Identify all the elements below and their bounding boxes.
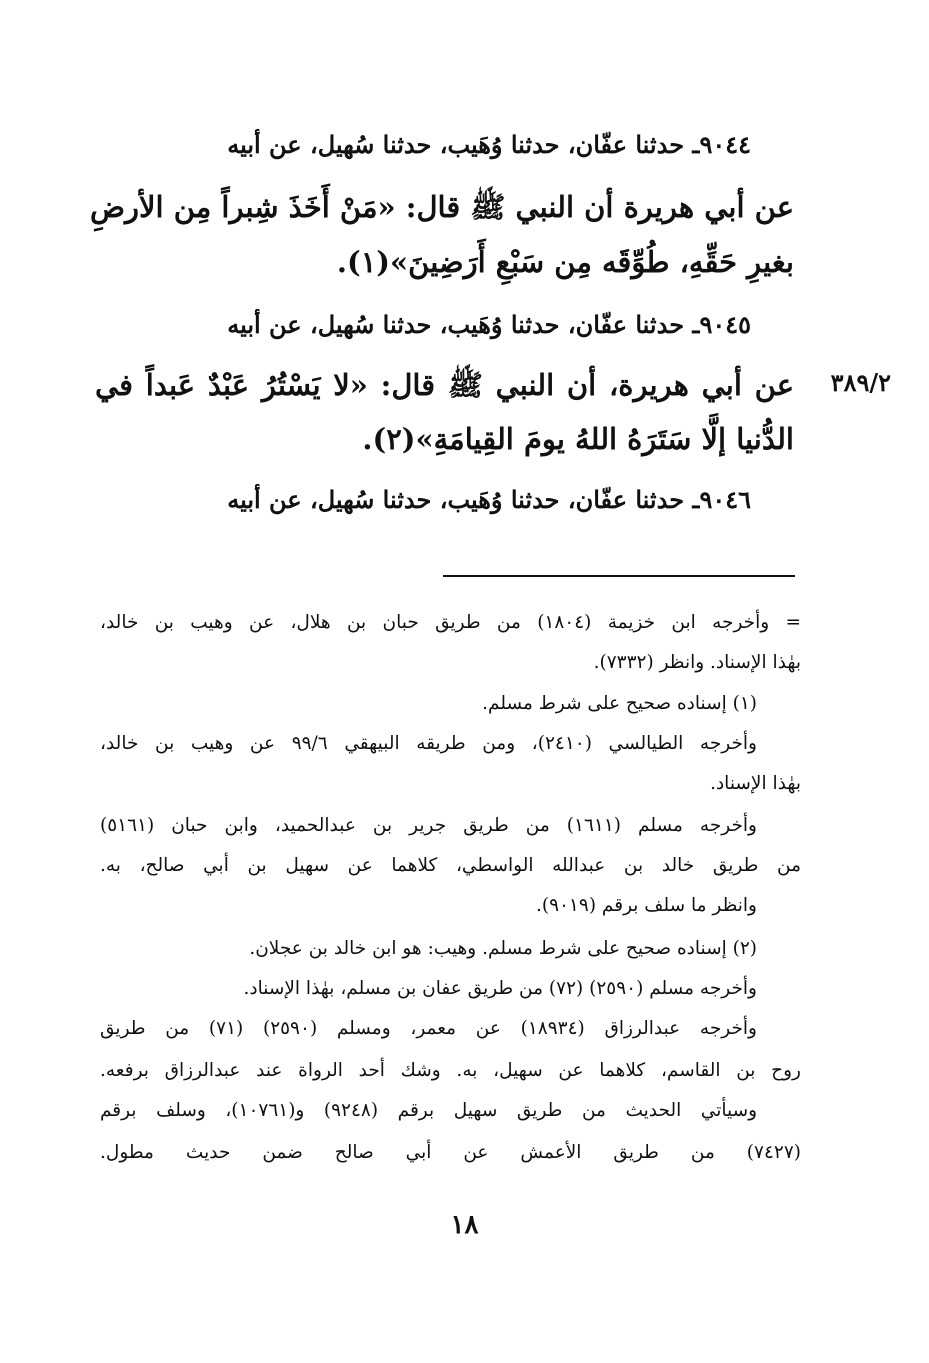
footnote-line: وأخرجه الطيالسي (٢٤١٠)، ومن طريقه البيهقي ٩٩/٦ عن وهيب بن خالد،: [100, 733, 757, 754]
footnote-line: بهٰذا الإسناد. وانظر (٧٣٣٢).: [593, 652, 801, 673]
footnote-line: (٧٤٢٧) من طريق الأعمش عن أبي صالح ضمن حديث مطول.: [100, 1142, 801, 1163]
hadith-9044-text-line-2: بغيرِ حَقِّهِ، طُوِّقَه مِن سَبْعِ أَرَضِينَ»(١).: [336, 245, 794, 279]
footnote-line: = وأخرجه ابن خزيمة (١٨٠٤) من طريق حبان بن هلال، عن وهيب بن خالد،: [100, 612, 801, 633]
hadith-9044-text-line-1: عن أبي هريرة أن النبي ﷺ قال: «مَنْ أَخَذَ شِبراً مِن الأرضِ: [89, 190, 794, 224]
hadith-9045-text-line-2: الدُّنيا إلَّا سَتَرَهُ اللهُ يومَ القِيامَةِ»(٢).: [362, 422, 794, 456]
footnote-line: وانظر ما سلف برقم (٩٠١٩).: [535, 895, 757, 916]
footnote-2-marker-line: (٢) إسناده صحيح على شرط مسلم. وهيب: هو ابن خالد بن عجلان.: [249, 938, 757, 959]
hadith-9046-heading: ٩٠٤٦ـ حدثنا عفّان، حدثنا وُهَيب، حدثنا سُهيل، عن أبيه: [227, 485, 751, 514]
footnote-1-marker-line: (١) إسناده صحيح على شرط مسلم.: [482, 693, 757, 714]
footnote-line: وسيأتي الحديث من طريق سهيل برقم (٩٢٤٨) و(١٠٧٦١)، وسلف برقم: [100, 1100, 757, 1121]
footnote-line: وأخرجه مسلم (١٦١١) من طريق جرير بن عبدالحميد، وابن حبان (٥١٦١): [100, 815, 757, 836]
footnote-line: وأخرجه مسلم (٢٥٩٠) (٧٢) من طريق عفان بن مسلم، بهٰذا الإسناد.: [243, 978, 757, 999]
footnote-line: من طريق خالد بن عبدالله الواسطي، كلاهما عن سهيل بن أبي صالح، به.: [100, 855, 801, 876]
hadith-9045-heading: ٩٠٤٥ـ حدثنا عفّان، حدثنا وُهَيب، حدثنا سُهيل، عن أبيه: [227, 310, 751, 339]
footnote-separator: [443, 575, 795, 577]
footnote-line: وأخرجه عبدالرزاق (١٨٩٣٤) عن معمر، ومسلم (٢٥٩٠) (٧١) من طريق: [100, 1018, 757, 1039]
hadith-9045-text-line-1: عن أبي هريرة، أن النبي ﷺ قال: «لا يَسْتُرُ عَبْدٌ عَبداً في: [95, 368, 794, 402]
hadith-9044-heading: ٩٠٤٤ـ حدثنا عفّان، حدثنا وُهَيب، حدثنا سُهيل، عن أبيه: [227, 130, 751, 159]
margin-volume-page-reference: ٣٨٩/٢: [830, 368, 891, 397]
page-number: ١٨: [450, 1210, 479, 1240]
footnote-line: بهٰذا الإسناد.: [710, 773, 801, 794]
footnote-line: روح بن القاسم، كلاهما عن سهيل، به. وشك أحد الرواة عند عبدالرزاق برفعه.: [100, 1060, 801, 1081]
